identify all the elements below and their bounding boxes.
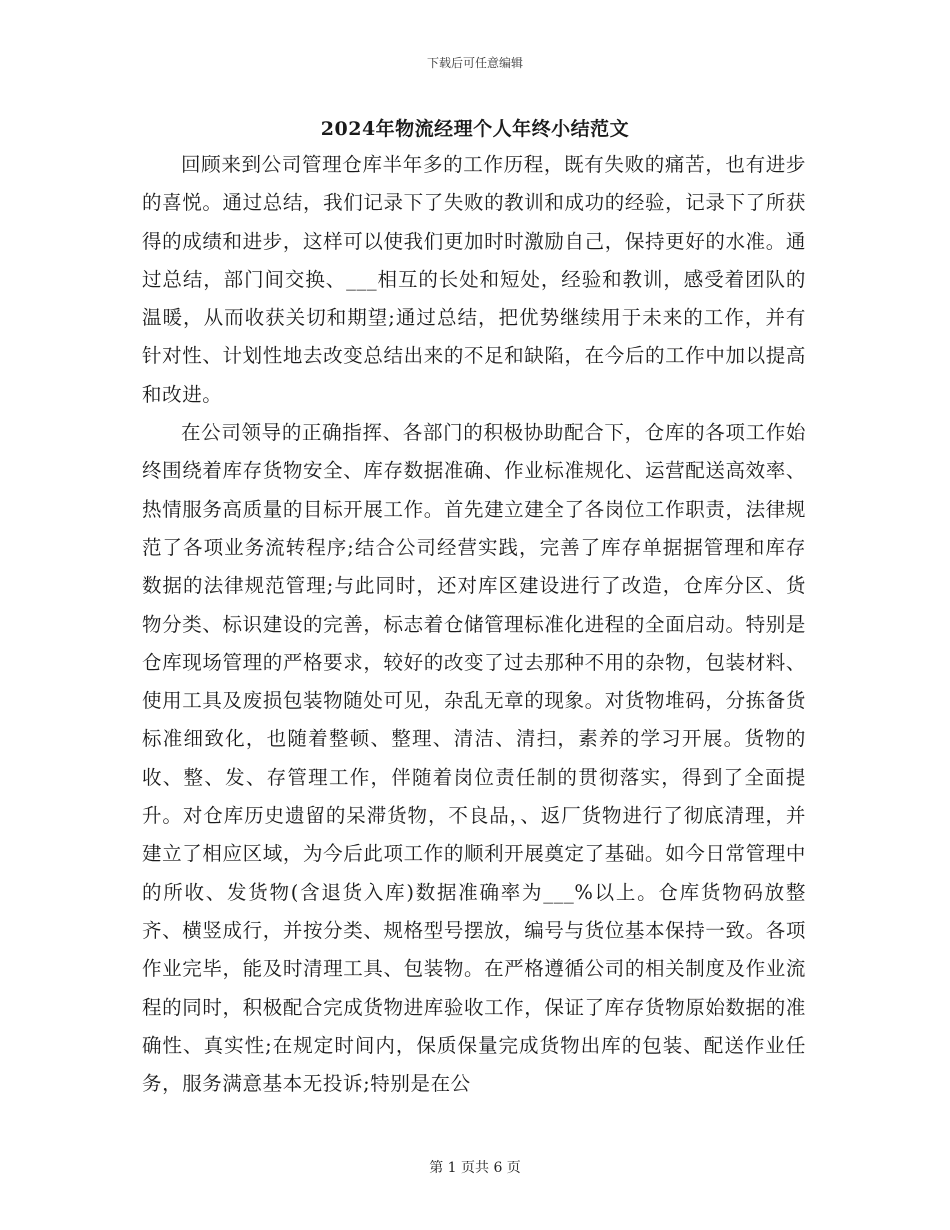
paragraph-warehouse-work: 在公司领导的正确指挥、各部门的积极协助配合下，仓库的各项工作始终围绕着库存货物安全、库存数据准确、作业标准规化、运营配送高效率、热情服务高质量的目标开展工作。首先建立建全了各岗位工作职责，法律规范了各项业务流转程序;结合公司经营实践，完善了库存单据据管理和库存数据的法律规范管理;与此同时，还对库区建设进行了改造，仓库分区、货物分类、标识建设的完善，标志着仓储管理标准化进程的全面启动。特别是仓库现场管理的严格要求，较好的改变了过去那种不用的杂物，包装材料、使用工具及废损包装物随处可见，杂乱无章的现象。对货物堆码，分拣备货标准细致化，也随着整顿、整理、清洁、清扫，素养的学习开展。货物的收、整、发、存管理工作，伴随着岗位责任制的贯彻落实，得到了全面提升。对仓库历史遗留的呆滞货物，不良品，、返厂货物进行了彻底清理，并建立了相应区域，为今后此项工作的顺利开展奠定了基础。如今日常管理中的所收、发货物(含退货入库)数据准确率为___%以上。仓库货物码放整齐、横竖成行，并按分类、规格型号摆放，编号与货位基本保持一致。各项作业完毕，能及时清理工具、包装物。在严格遵循公司的相关制度及作业流程的同时，积极配合完成货物进库验收工作，保证了库存货物原始数据的准确性、真实性;在规定时间内，保质保量完成货物出库的包装、配送作业任务，服务满意基本无投诉;特别是在公 [142,421,806,1096]
page-header: 下载后可任意编辑 [426,56,523,70]
paragraph-review: 回顾来到公司管理仓库半年多的工作历程，既有失败的痛苦，也有进步的喜悦。通过总结，我们记录下了失败的教训和成功的经验，记录下了所获得的成绩和进步，这样可以使我们更加时时激励自己，保持更好的水准。通过总结，部门间交换、___相互的长处和短处，经验和教训，感受着团队的温暖，从而收获关切和期望;通过总结，把优势继续用于未来的工作，并有针对性、计划性地去改变总结出来的不足和缺陷，在今后的工作中加以提高和改进。 [142,153,806,406]
page-footer: 第 1 页共 6 页 [429,1160,521,1176]
document-body [142,146,806,1103]
document-title: 2024年物流经理个人年终小结范文 [320,118,630,140]
